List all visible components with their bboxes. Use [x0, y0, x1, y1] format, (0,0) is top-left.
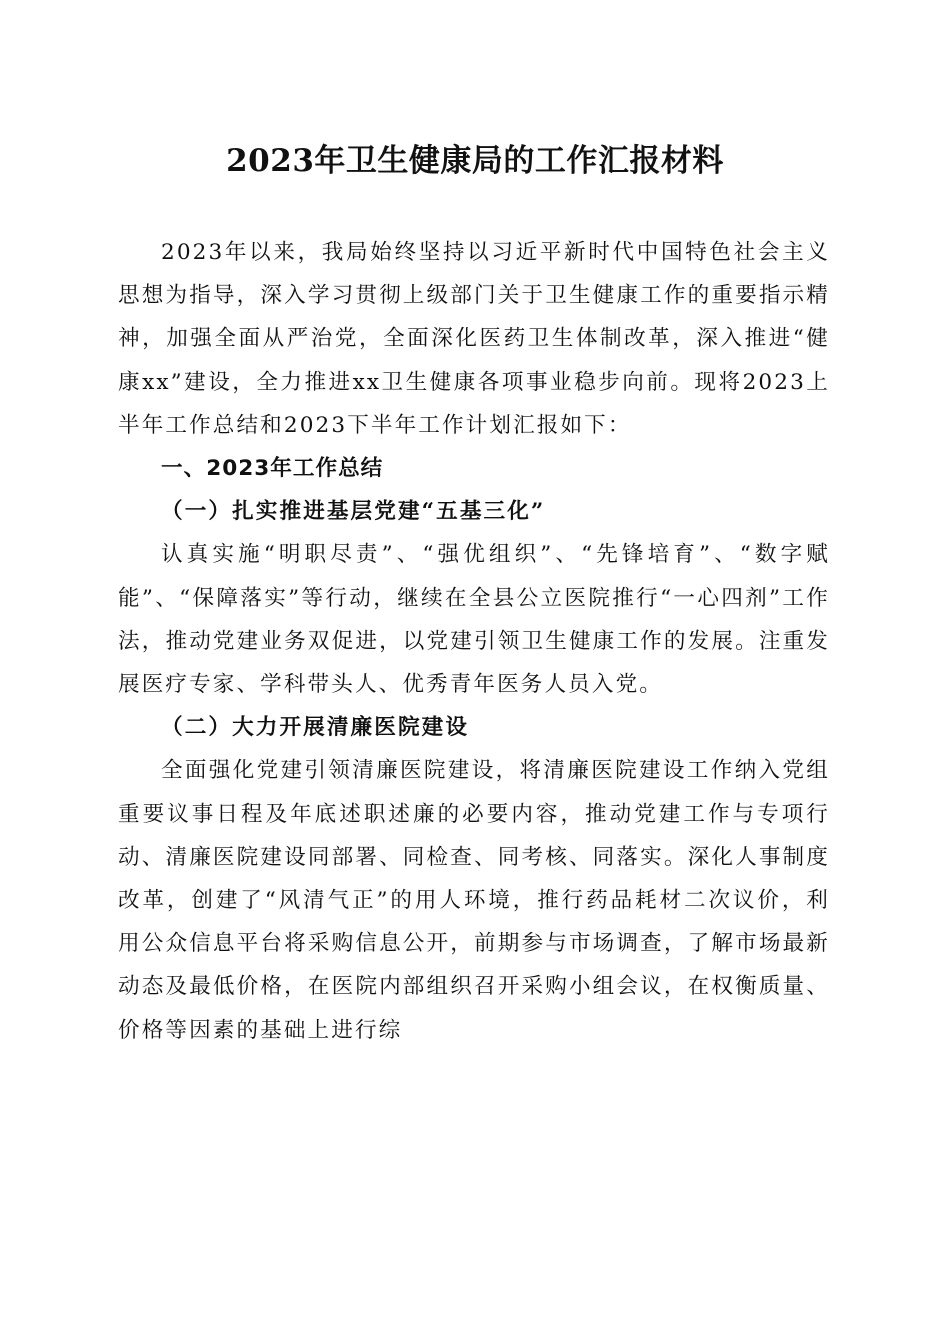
- document-body: [118, 231, 830, 1052]
- document-title: 2023年卫生健康局的工作汇报材料: [226, 143, 724, 179]
- party-building-paragraph: 认真实施“明职尽责”、“强优组织”、“先锋培育”、“数字赋能”、“保障落实”等行动，继续在全县公立医院推行“一心四剂”工作法，推动党建业务双促进，以党建引领卫生健康工作的发展。注重发展医疗专家、学科带头人、优秀青年医务人员入党。: [118, 542, 830, 698]
- clean-hospital-paragraph: 全面强化党建引领清廉医院建设，将清廉医院建设工作纳入党组重要议事日程及年底述职述廉的必要内容，推动党建工作与专项行动、清廉医院建设同部署、同检查、同考核、同落实。深化人事制度改革，创建了“风清气正”的用人环境，推行药品耗材二次议价，利用公众信息平台将采购信息公开，前期参与市场调查，了解市场最新动态及最低价格，在医院内部组织召开采购小组会议，在权衡质量、价格等因素的基础上进行综: [118, 758, 830, 1043]
- intro-paragraph: 2023年以来，我局始终坚持以习近平新时代中国特色社会主义思想为指导，深入学习贯彻上级部门关于卫生健康工作的重要指示精神，加强全面从严治党，全面深化医药卫生体制改革，深入推进“健康xx”建设，全力推进xx卫生健康各项事业稳步向前。现将2023上半年工作总结和2023下半年工作计划汇报如下：: [118, 240, 830, 438]
- subsection-heading-party-building: （一）扎实推进基层党建“五基三化”: [161, 499, 546, 525]
- section-heading-work-summary: 一、2023年工作总结: [161, 456, 384, 482]
- subsection-heading-clean-hospital: （二）大力开展清廉医院建设: [161, 715, 470, 741]
